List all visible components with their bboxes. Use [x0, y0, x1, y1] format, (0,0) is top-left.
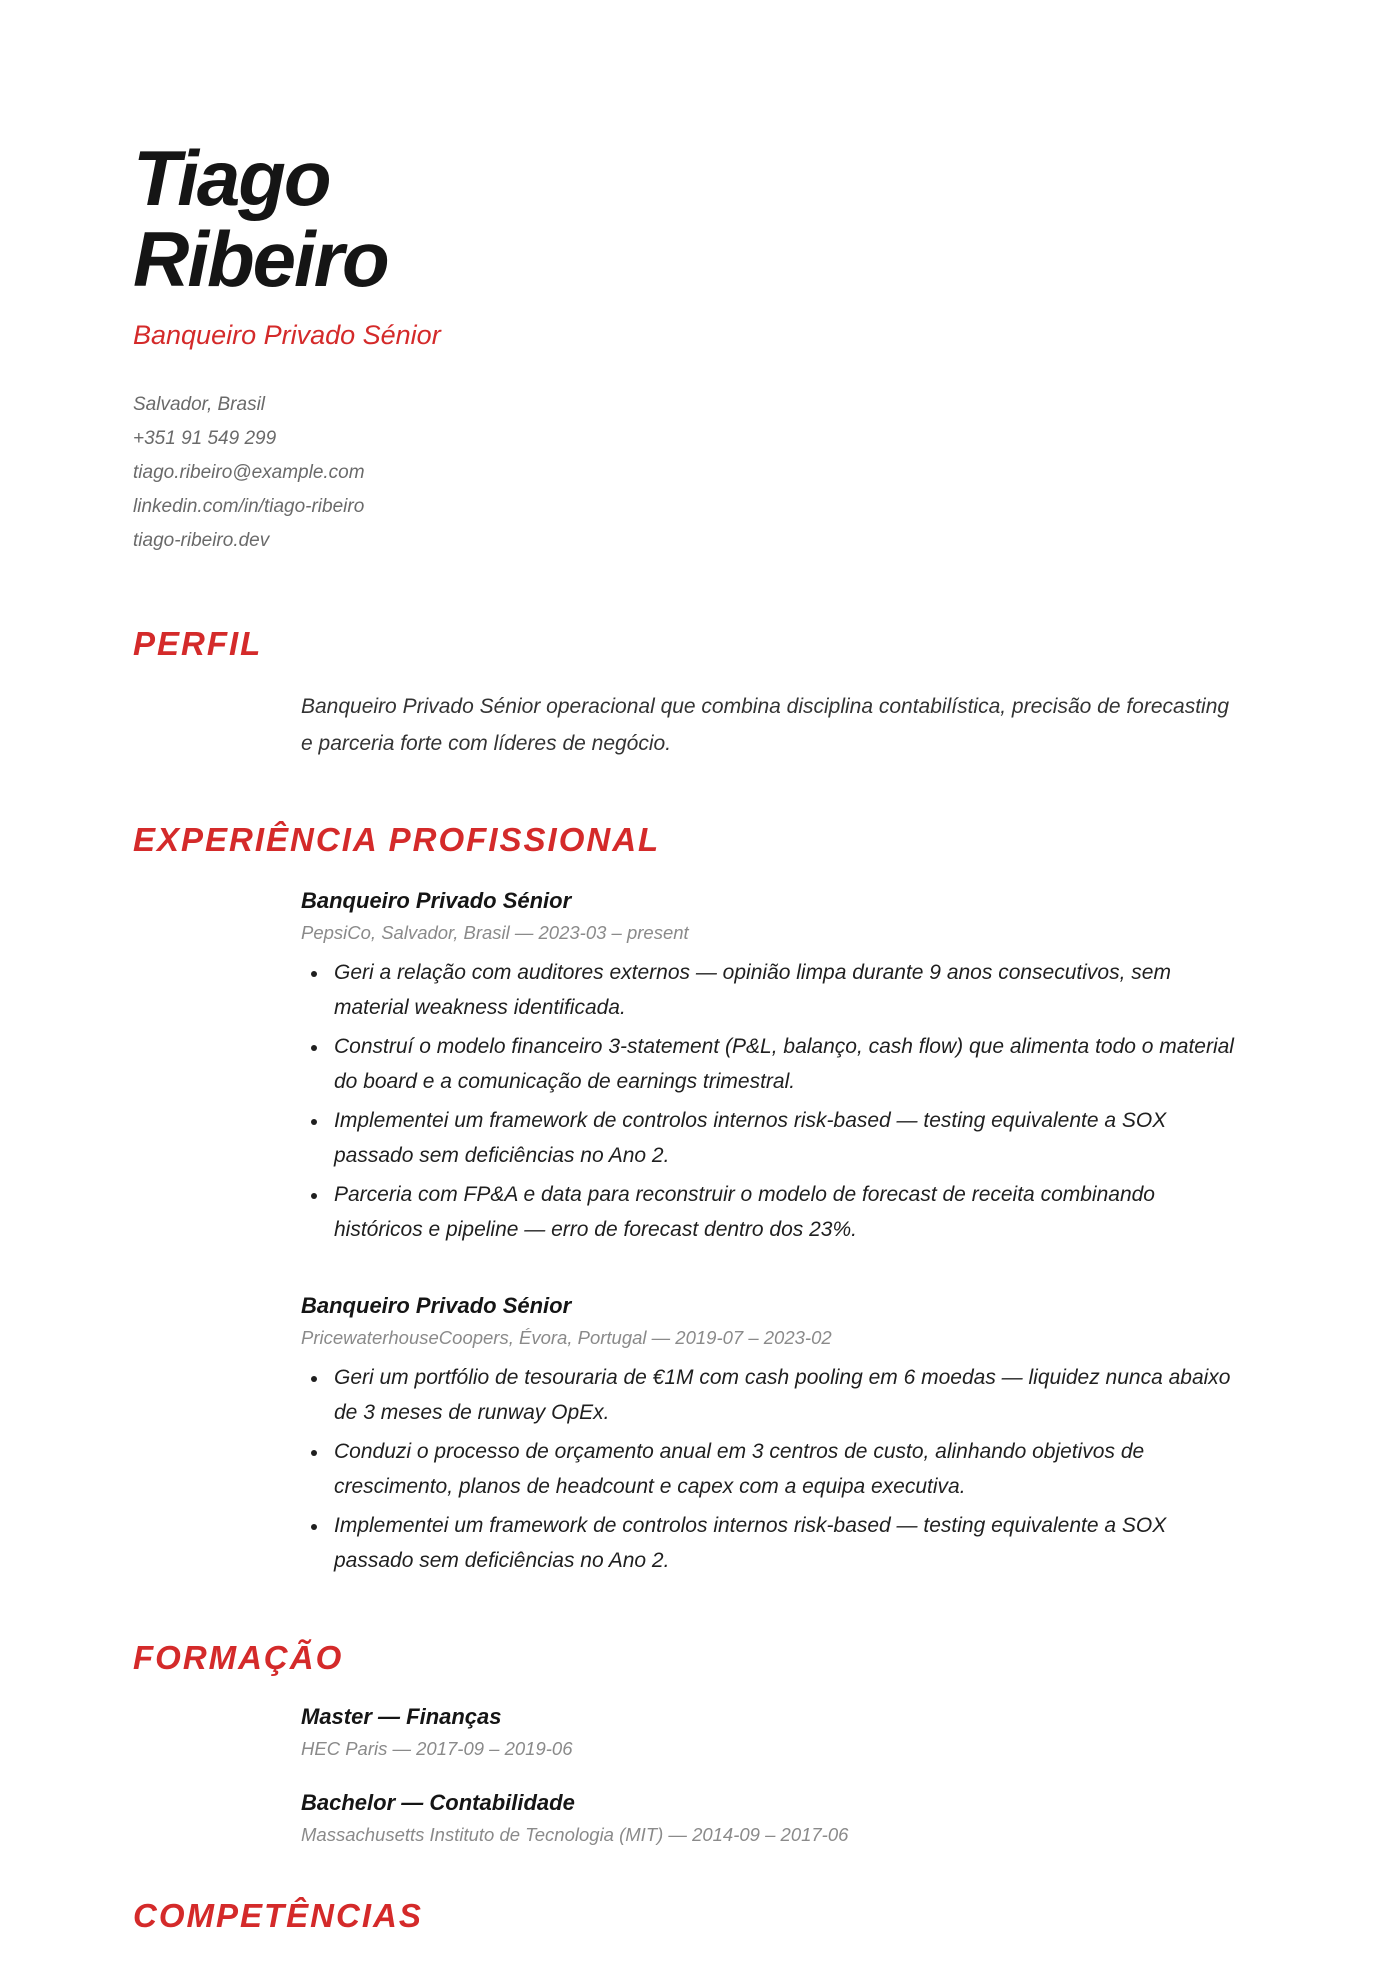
bullet-dot [311, 971, 317, 977]
job-meta: PricewaterhouseCoopers, Évora, Portugal — 2019-07 – 2023-02 [301, 1327, 832, 1348]
formacao-body [301, 1700, 1241, 1850]
education-meta: HEC Paris — 2017-09 – 2019-06 [301, 1738, 573, 1759]
contact-phone: +351 91 549 299 [133, 428, 277, 449]
section-perfil [133, 624, 1400, 762]
contact-website: tiago-ribeiro.dev [133, 530, 270, 551]
bullet-dot [311, 1450, 317, 1456]
section-formacao [133, 1638, 1400, 1850]
bullet-dot [311, 1193, 317, 1199]
job-title: Banqueiro Privado Sénior [133, 320, 441, 350]
contact-linkedin: linkedin.com/in/tiago-ribeiro [133, 496, 365, 517]
education-meta: Massachusetts Instituto de Tecnologia (MIT) — 2014-09 – 2017-06 [301, 1824, 849, 1845]
job-bullet [301, 956, 1241, 1025]
job-entry [301, 884, 1241, 1247]
first-name: Tiago [133, 134, 330, 222]
contact-email: tiago.ribeiro@example.com [133, 462, 365, 483]
job-bullet [301, 1509, 1241, 1578]
job-role: Banqueiro Privado Sénior [301, 888, 572, 913]
education-degree: Bachelor — Contabilidade [301, 1790, 575, 1815]
section-experiencia [133, 820, 1400, 1578]
bullet-text: Geri um portfólio de tesouraria de €1M com cash pooling em 6 moedas — liquidez nunca abaixo de 3 meses de runway OpEx. [334, 1366, 1231, 1424]
bullet-text: Implementei um framework de controlos internos risk-based — testing equivalente a SOX passado sem deficiências no Ano 2. [334, 1514, 1167, 1572]
contact-block [133, 388, 1400, 558]
bullet-text: Construí o modelo financeiro 3-statement (P&L, balanço, cash flow) que alimenta todo o material do board e a comunicação de earnings trimestral. [334, 1035, 1234, 1093]
section-heading-perfil: PERFIL [133, 625, 263, 662]
section-heading-experiencia: EXPERIÊNCIA PROFISSIONAL [133, 821, 661, 858]
experiencia-body [301, 884, 1241, 1578]
job-bullet [301, 1104, 1241, 1173]
bullet-text: Conduzi o processo de orçamento anual em 3 centros de custo, alinhando objetivos de crescimento, planos de headcount e capex com a equipa executiva. [334, 1440, 1145, 1498]
bullet-text: Geri a relação com auditores externos — opinião limpa durante 9 anos consecutivos, sem material weakness identificada. [334, 961, 1171, 1019]
job-bullet [301, 1030, 1241, 1099]
last-name: Ribeiro [133, 215, 388, 303]
section-heading-formacao: FORMAÇÃO [133, 1639, 344, 1676]
job-entry [301, 1289, 1241, 1578]
education-entry [301, 1786, 1241, 1850]
job-meta: PepsiCo, Salvador, Brasil — 2023-03 – present [301, 922, 689, 943]
section-competencias [133, 1896, 1400, 1936]
job-bullet [301, 1361, 1241, 1430]
job-bullet [301, 1178, 1241, 1247]
perfil-body [301, 688, 1241, 762]
job-role: Banqueiro Privado Sénior [301, 1293, 572, 1318]
bullet-text: Parceria com FP&A e data para reconstruir o modelo de forecast de receita combinando históricos e pipeline — erro de forecast dentro dos 23%. [334, 1183, 1155, 1241]
bullet-dot [311, 1376, 317, 1382]
job-bullets [301, 956, 1241, 1247]
bullet-text: Implementei um framework de controlos internos risk-based — testing equivalente a SOX passado sem deficiências no Ano 2. [334, 1109, 1167, 1167]
section-heading-competencias: COMPETÊNCIAS [133, 1897, 423, 1934]
profile-summary: Banqueiro Privado Sénior operacional que combina disciplina contabilística, precisão de forecasting e parceria forte com líderes de negócio. [301, 695, 1230, 755]
job-bullet [301, 1435, 1241, 1504]
candidate-name [133, 134, 1400, 303]
bullet-dot [311, 1524, 317, 1530]
education-degree: Master — Finanças [301, 1704, 502, 1729]
bullet-dot [311, 1119, 317, 1125]
education-entry [301, 1700, 1241, 1764]
contact-location: Salvador, Brasil [133, 394, 266, 415]
bullet-dot [311, 1045, 317, 1051]
job-bullets [301, 1361, 1241, 1578]
